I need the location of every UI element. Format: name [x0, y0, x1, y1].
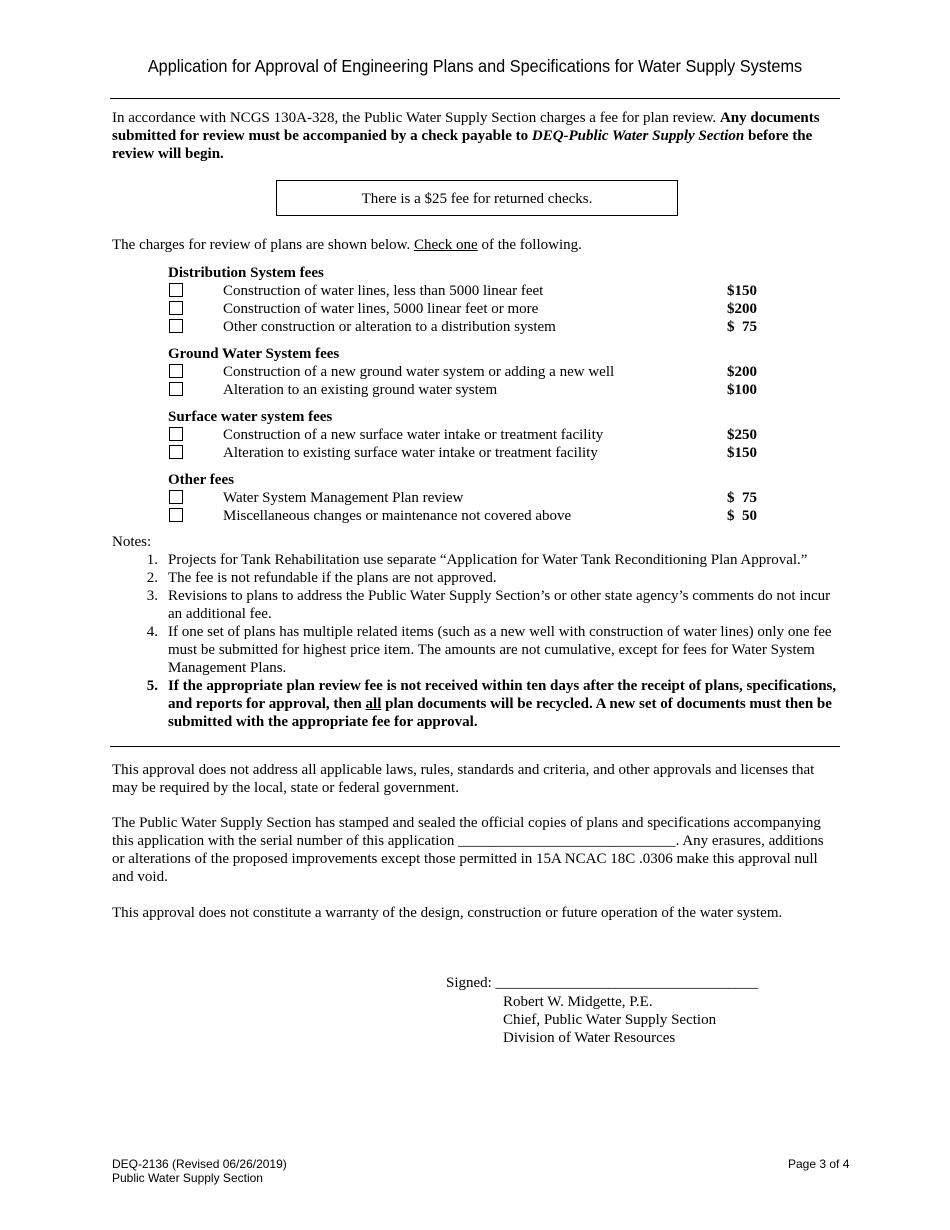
note-number: 2.: [146, 570, 158, 586]
footer-page-number: Page 3 of 4: [788, 1157, 850, 1171]
fee-amount: $200: [727, 301, 757, 317]
fee-checkbox[interactable]: [169, 490, 183, 504]
charges-intro: [112, 236, 827, 254]
note-text: Projects for Tank Rehabilitation use separate “Application for Water Tank Reconditioning Plan Approval.”: [168, 552, 808, 568]
fee-amount: $ 50: [727, 508, 757, 524]
note-text: If the appropriate plan review fee is not received within ten days after the receipt of plans, specifications, and reports for approval, then: [168, 678, 837, 712]
fee-checkbox[interactable]: [169, 319, 183, 333]
approval-paragraph-serial: The Public Water Supply Section has stamped and sealed the official copies of plans and specifications accompanying this application with the serial number of this application _____________________________. Any erasures, additions or alterations of the proposed improvements except those permitted in 15A NCAC 18C .0306 make this approval null and void.: [112, 815, 824, 885]
note-item: [146, 623, 840, 677]
signature-line: Signed: ___________________________________: [446, 975, 759, 991]
charges-intro-text-end: of the following.: [477, 237, 582, 253]
note-text: The fee is not refundable if the plans are not approved.: [168, 570, 497, 586]
note-item: [146, 551, 840, 569]
intro-bold-text: Any documents submitted for review must be accompanied by a check payable to: [112, 110, 820, 144]
fee-checkbox[interactable]: [169, 301, 183, 315]
page-title: Application for Approval of Engineering Plans and Specifications for Water Supply Systems: [147, 56, 803, 76]
fee-checkbox[interactable]: [169, 445, 183, 459]
note-number: 1.: [146, 552, 158, 568]
fee-row[interactable]: [168, 507, 768, 525]
fee-label: Alteration to an existing ground water system: [223, 382, 498, 398]
fee-amount: $150: [727, 445, 757, 461]
section-title-other: Other fees: [168, 472, 234, 488]
signer-division: Division of Water Resources: [503, 1030, 676, 1046]
signer-name: Robert W. Midgette, P.E.: [503, 994, 653, 1010]
fee-label: Construction of a new surface water intake or treatment facility: [223, 427, 604, 443]
fee-row[interactable]: [168, 300, 768, 318]
fee-checkbox[interactable]: [169, 364, 183, 378]
intro-text: In accordance with NCGS 130A-328, the Public Water Supply Section charges a fee for plan review.: [112, 110, 720, 126]
divider: [110, 746, 840, 747]
fee-row[interactable]: [168, 318, 768, 336]
notes-label: Notes:: [112, 534, 152, 550]
section-title-surface-water: Surface water system fees: [168, 409, 333, 425]
note-number: 4.: [146, 624, 158, 640]
note-text: If one set of plans has multiple related items (such as a new well with construction of water lines) only one fee must be submitted for highest price item. The amounts are not cumulative, except for fees for Water System Management Plans.: [168, 624, 832, 676]
fee-row[interactable]: [168, 363, 768, 381]
fee-amount: $150: [727, 283, 757, 299]
footer-form-id: DEQ-2136 (Revised 06/26/2019): [112, 1157, 287, 1171]
fee-row[interactable]: [168, 381, 768, 399]
charges-intro-text: The charges for review of plans are shown below.: [112, 237, 414, 253]
note-item: [146, 677, 840, 731]
section-title-distribution: Distribution System fees: [168, 265, 324, 281]
fee-label: Construction of water lines, less than 5000 linear feet: [223, 283, 544, 299]
fee-amount: $200: [727, 364, 757, 380]
intro-bold-text-end: before the review will begin.: [112, 128, 813, 162]
intro-payee: DEQ-Public Water Supply Section: [531, 128, 745, 144]
approval-paragraph-warranty: This approval does not constitute a warranty of the design, construction or future operation of the water system.: [112, 905, 783, 921]
fee-label: Miscellaneous changes or maintenance not covered above: [223, 508, 572, 524]
fee-amount: $ 75: [727, 319, 757, 335]
charges-intro-underlined: Check one: [413, 237, 478, 253]
fee-checkbox[interactable]: [169, 427, 183, 441]
note-item: [146, 587, 840, 623]
note-number: 3.: [146, 588, 158, 604]
fee-amount: $100: [727, 382, 757, 398]
approval-paragraph-laws: This approval does not address all applicable laws, rules, standards and criteria, and other approvals and licenses that may be required by the local, state or federal government.: [112, 762, 815, 796]
fee-label: Other construction or alteration to a distribution system: [223, 319, 556, 335]
fee-label: Water System Management Plan review: [223, 490, 464, 506]
signer-title: Chief, Public Water Supply Section: [503, 1012, 717, 1028]
fee-amount: $ 75: [727, 490, 757, 506]
fee-checkbox[interactable]: [169, 508, 183, 522]
fee-row[interactable]: [168, 426, 768, 444]
fee-label: Construction of water lines, 5000 linear feet or more: [223, 301, 539, 317]
divider: [110, 98, 840, 99]
fee-checkbox[interactable]: [169, 382, 183, 396]
fee-amount: $250: [727, 427, 757, 443]
fee-checkbox[interactable]: [169, 283, 183, 297]
note-text-underlined: all: [365, 696, 382, 712]
returned-check-notice: There is a $25 fee for returned checks.: [276, 180, 678, 216]
footer-section: Public Water Supply Section: [112, 1171, 263, 1185]
fee-row[interactable]: [168, 282, 768, 300]
note-number: 5.: [146, 678, 158, 694]
fee-row[interactable]: [168, 444, 768, 462]
note-item: [146, 569, 840, 587]
note-text-end: plan documents will be recycled. A new set of documents must then be submitted with the appropriate fee for approval.: [168, 696, 832, 730]
note-text: Revisions to plans to address the Public Water Supply Section’s or other state agency’s comments do not incur an additional fee.: [168, 588, 831, 622]
fee-label: Alteration to existing surface water intake or treatment facility: [223, 445, 598, 461]
fee-label: Construction of a new ground water system or adding a new well: [223, 364, 615, 380]
section-title-ground-water: Ground Water System fees: [168, 346, 340, 362]
intro-paragraph: [112, 109, 827, 163]
fee-row[interactable]: [168, 489, 768, 507]
